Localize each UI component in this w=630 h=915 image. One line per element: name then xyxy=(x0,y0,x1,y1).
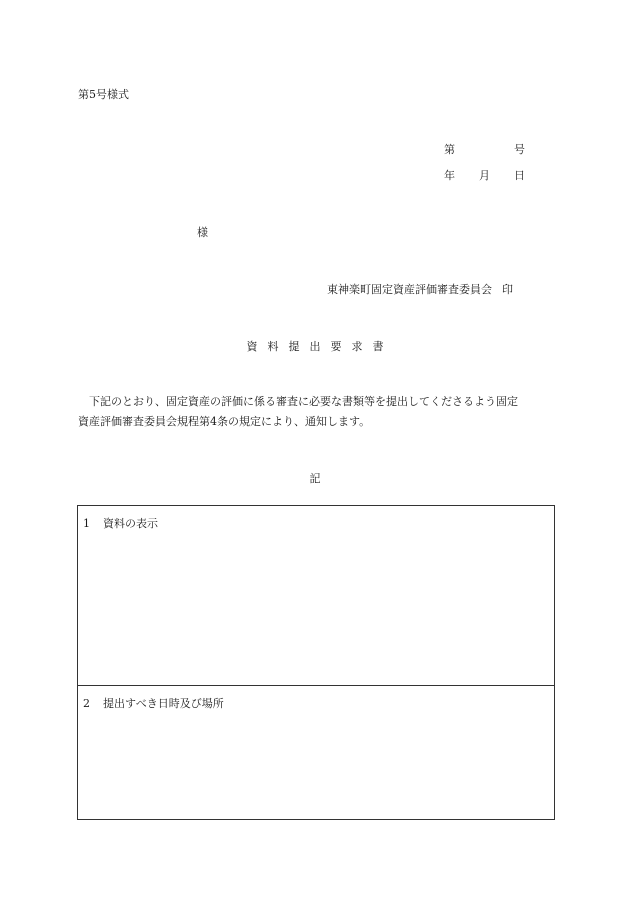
section-label xyxy=(83,695,224,711)
body-line-1: 下記のとおり、固定資産の評価に係る審査に必要な書類等を提出してくださるよう固定 xyxy=(89,395,518,408)
addressee-honorific: 様 xyxy=(197,226,208,239)
document-number-label: 第 xyxy=(444,143,455,156)
body-paragraph xyxy=(78,392,558,432)
issuer-line xyxy=(327,281,513,297)
document-number-suffix: 号 xyxy=(514,143,525,156)
date-day-label: 日 xyxy=(514,169,525,182)
seal-mark: 印 xyxy=(502,283,513,296)
date-year-label: 年 xyxy=(444,169,455,182)
form-number: 第5号様式 xyxy=(78,88,129,101)
section-title: 資料の表示 xyxy=(103,517,158,530)
section-label xyxy=(83,515,158,531)
details-table xyxy=(77,505,555,820)
section-materials xyxy=(78,506,554,686)
document-title: 資料提出要求書 xyxy=(246,340,394,353)
body-line-2: 資産評価審査委員会規程第4条の規定により、通知します。 xyxy=(78,415,371,428)
issuer-name: 東神楽町固定資産評価審査委員会 xyxy=(327,283,492,296)
section-number: 1 xyxy=(83,517,90,530)
section-number: 2 xyxy=(83,697,90,710)
section-submission-time-place xyxy=(78,686,554,819)
section-title: 提出すべき日時及び場所 xyxy=(103,697,224,710)
note-heading: 記 xyxy=(309,472,321,485)
date-month-label: 月 xyxy=(479,169,490,182)
